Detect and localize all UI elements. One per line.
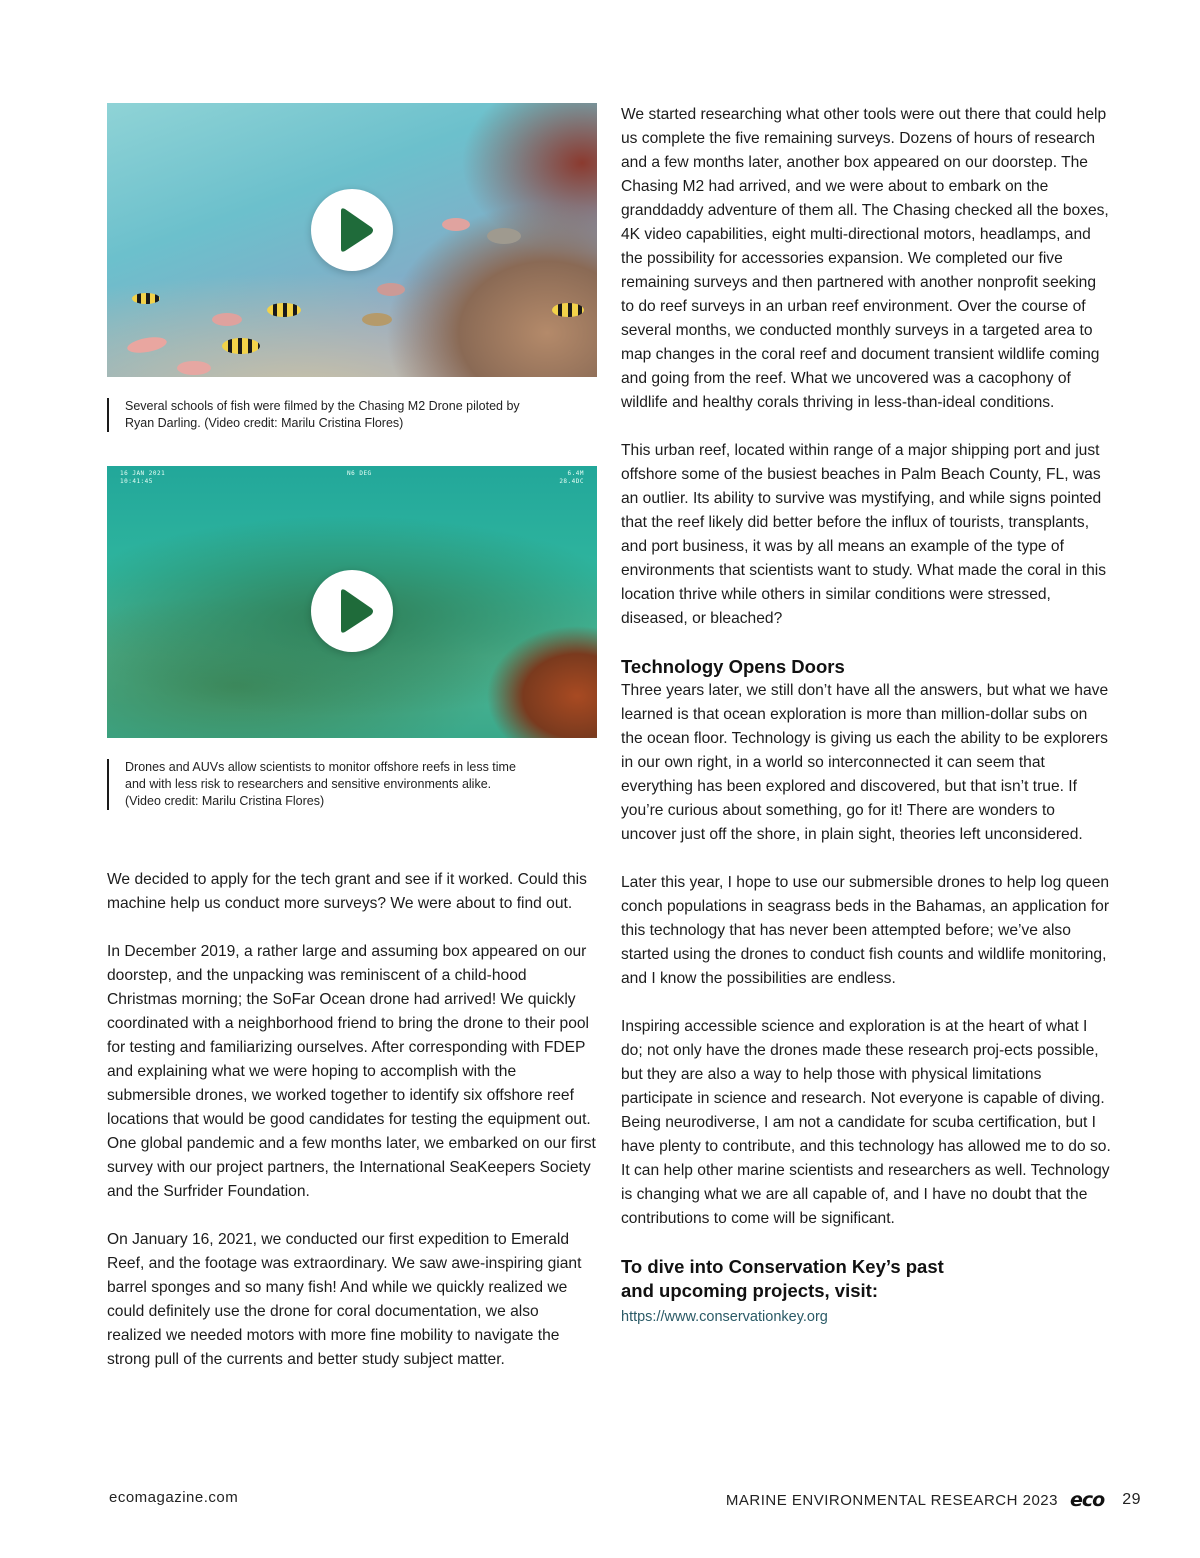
video-player-reef-survey[interactable] [107, 466, 597, 738]
fish-shape [377, 283, 405, 296]
call-to-action [621, 1255, 1113, 1303]
page-number: 29 [1122, 1491, 1141, 1508]
play-icon [311, 570, 393, 652]
cta-line: To dive into Conservation Key’s past [621, 1256, 944, 1277]
fish-shape [267, 303, 301, 317]
section-heading: Technology Opens Doors [621, 656, 845, 677]
fish-shape [212, 313, 242, 326]
fish-shape [487, 228, 521, 244]
eco-logo: eco [1070, 1489, 1105, 1511]
footer-site: ecomagazine.com [109, 1489, 239, 1506]
figure-caption: Several schools of fish were filmed by the Chasing M2 Drone piloted by Ryan Darling. (Video credit: Marilu Cristina Flores) [107, 398, 525, 432]
fish-shape [362, 313, 392, 326]
body-paragraph: On January 16, 2021, we conducted our first expedition to Emerald Reef, and the footage was extraordinary. We saw awe-inspiring giant barrel sponges and so many fish! And while we quickly realized we could definitely use the drone for coral documentation, we also realized we needed motors with more fine mobility to navigate the strong pull of the currents and better study subject matter. [107, 1231, 582, 1368]
body-paragraph: This urban reef, located within range of a major shipping port and just offshore some of the busiest beaches in Palm Beach County, FL, was an outlier. Its ability to survive was mystifying, and while signs pointed that the reef likely did better before the influx of tourists, transplants, and port business, it was by all means an example of the type of environments that scientists want to study. What made the coral in this location thrive while others in similar conditions were stressed, diseased, or bleached? [621, 442, 1107, 627]
body-paragraph: In December 2019, a rather large and assuming box appeared on our doorstep, and the unpacking was reminiscent of a child-hood Christmas morning; the SoFar Ocean drone had arrived! We quickly coordinated with a neighborhood friend to bring the drone to their pool for testing and familiarizing ourselves. After corresponding with FDEP and explaining what we were hoping to accomplish with the submersible drones, we worked together to identify six offshore reef locations that would be good candidates for testing the equipment out. One global pandemic and a few months later, we embarked on our first survey with our project partners, the International SeaKeepers Society and the Surfrider Foundation. [107, 943, 596, 1200]
fish-shape [222, 338, 260, 354]
play-button[interactable] [311, 570, 393, 652]
fish-shape [132, 293, 160, 304]
hud-heading: N6 DEG [347, 470, 372, 477]
body-paragraph: We decided to apply for the tech grant and see if it worked. Could this machine help us conduct more surveys? We were about to find out. [107, 871, 587, 912]
hud-date-time: 16 JAN 2021 10:41:45 [120, 470, 166, 485]
body-paragraph: Later this year, I hope to use our submersible drones to help log queen conch populations in seagrass beds in the Bahamas, an application for this technology that has never been attempted before; we’ve also started using the drones to conduct fish counts and wildlife monitoring, and I know the possibilities are endless. [621, 874, 1110, 987]
fish-shape [552, 303, 584, 317]
fish-shape [177, 361, 211, 375]
footer-issue: MARINE ENVIRONMENTAL RESEARCH 2023 [725, 1491, 1058, 1509]
fish-shape [126, 335, 168, 356]
play-icon [311, 189, 393, 271]
cta-line: and upcoming projects, visit: [621, 1280, 878, 1301]
play-button[interactable] [311, 189, 393, 271]
left-column [107, 103, 597, 1396]
right-column [621, 103, 1113, 1325]
fish-shape [442, 218, 470, 231]
body-paragraph: We started researching what other tools were out there that could help us complete the five remaining surveys. Dozens of hours of research and a few months later, another box appeared on our doorstep. The Chasing M2 had arrived, and we were about to embark on the granddaddy adventure of them all. The Chasing checked all the boxes, 4K video capabilities, eight multi-directional motors, headlamps, and the possibility for accessories expansion. We completed our five remaining surveys and then partnered with another nonprofit seeking to do reef surveys in an urban reef environment. Over the course of several months, we conducted monthly surveys in a targeted area to map changes in the coral reef and document transient wildlife coming and going from the reef. What we uncovered was a cacophony of wildlife and healthy corals thriving in less-than-ideal conditions. [621, 106, 1109, 411]
footer-issue-info [726, 1489, 1141, 1511]
body-paragraph: Inspiring accessible science and exploration is at the heart of what I do; not only have the drones made these research proj-ects possible, but they are also a way to help those with physical limitations participate in science and research. Not everyone is capable of diving. Being neurodiverse, I am not a candidate for scuba certification, but I have plenty to contribute, and this technology has allowed me to do so. It can help other marine scientists and researchers as well. Technology is changing what we are all capable of, and I have no doubt that the contributions to come will be significant. [621, 1018, 1111, 1227]
video-player-fish-schools[interactable] [107, 103, 597, 377]
body-paragraph: Three years later, we still don’t have all the answers, but what we have learned is that ocean exploration is more than million-dollar subs on the ocean floor. Technology is giving us each the ability to be explorers in our own right, in a world so interconnected it can seem that everything has been explored and discovered, but that isn’t true. If you’re curious about something, go for it! There are wonders to uncover just off the shore, in plain sight, theories left unconsidered. [621, 682, 1109, 843]
hud-depth-temp: 6.4M 28.4DC [559, 470, 584, 485]
website-link[interactable]: https://www.conservationkey.org [621, 1309, 828, 1325]
figure-caption: Drones and AUVs allow scientists to monitor offshore reefs in less time and with less risk to researchers and sensitive environments alike. (Video credit: Marilu Cristina Flores) [107, 759, 525, 810]
